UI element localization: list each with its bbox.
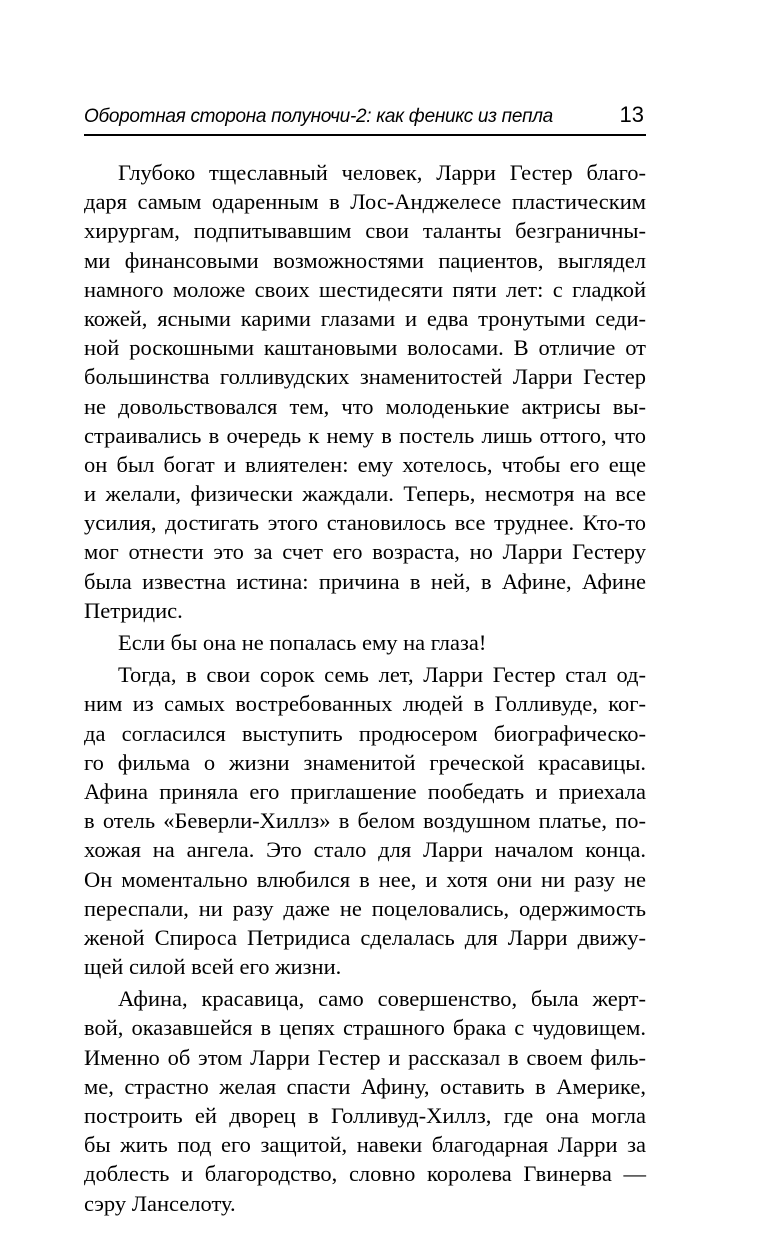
- text-line: щей силой всей его жизни.: [84, 954, 342, 980]
- page-number: 13: [619, 102, 644, 127]
- text-line: Если бы она не попалась ему на глаза!: [118, 630, 487, 655]
- text-line: мог отнести это за счет его возраста, но Ларри Гестеру: [84, 539, 646, 565]
- text-line: Афина, красавица, само совершенство, была жерт-: [118, 986, 646, 1012]
- paragraph: [84, 660, 646, 981]
- text-line: да согласился выступить продюсером биографическо-: [84, 720, 646, 746]
- text-line: в отель «Беверли-Хиллз» в белом воздушном платье, по-: [84, 808, 646, 834]
- text-line: ним из самых востребованных людей в Голливуде, ког-: [84, 691, 646, 717]
- text-line: ми финансовыми возможностями пациентов, выглядел: [84, 247, 646, 273]
- text-line: го фильма о жизни знаменитой греческой красавицы.: [84, 749, 646, 775]
- text-line: большинства голливудских знаменитостей Ларри Гестер: [84, 364, 646, 390]
- text-line: ме, страстно желая спасти Афину, оставить в Америке,: [84, 1073, 646, 1099]
- text-line: кожей, ясными карими глазами и едва тронутыми седи-: [84, 305, 646, 331]
- running-head: [84, 96, 646, 136]
- paragraph: [84, 984, 646, 1218]
- text-line: ной роскошными каштановыми волосами. В отличие от: [84, 335, 646, 361]
- text-line: сэру Ланселоту.: [84, 1190, 236, 1216]
- text-line: страивались в очередь к нему в постель лишь оттого, что: [84, 422, 646, 448]
- text-line: не довольствовался тем, что молоденькие актрисы вы-: [84, 393, 646, 419]
- running-head-title: Оборотная сторона полуночи-2: как феникс из пепла: [84, 106, 553, 127]
- text-line: и желали, физически жаждали. Теперь, несмотря на все: [84, 481, 646, 507]
- text-line: Именно об этом Ларри Гестер и рассказал в своем филь-: [84, 1044, 646, 1070]
- text-line: Глубоко тщеславный человек, Ларри Гестер благо-: [118, 160, 646, 185]
- text-line: Афина приняла его приглашение пообедать и приехала: [84, 778, 646, 804]
- text-line: доблесть и благородство, словно королева Гвинерва —: [84, 1161, 646, 1187]
- paragraph: [84, 628, 646, 657]
- text-line: Тогда, в свои сорок семь лет, Ларри Гестер стал од-: [118, 662, 646, 688]
- text-line: хирургам, подпитывавшим свои таланты безграничны-: [84, 218, 646, 244]
- text-line: даря самым одаренным в Лос-Анджелесе пластическим: [84, 189, 646, 215]
- text-line: Петридис.: [84, 597, 183, 623]
- body-text: [84, 158, 646, 1218]
- text-line: хожая на ангела. Это стало для Ларри началом конца.: [84, 837, 646, 863]
- text-line: построить ей дворец в Голливуд-Хиллз, где она могла: [84, 1103, 646, 1128]
- text-line: переспали, ни разу даже не поцеловались, одержимость: [84, 895, 646, 921]
- text-line: намного моложе своих шестидесяти пяти лет: с гладкой: [84, 276, 646, 302]
- text-line: усилия, достигать этого становилось все труднее. Кто-то: [84, 510, 646, 536]
- text-line: была известна истина: причина в ней, в Афине, Афине: [84, 568, 646, 594]
- text-line: он был богат и влиятелен: ему хотелось, чтобы его еще: [84, 451, 646, 477]
- paragraph: [84, 158, 646, 625]
- text-line: женой Спироса Петридиса сделалась для Ларри движу-: [84, 924, 646, 950]
- text-line: Он моментально влюбился в нее, и хотя они ни разу не: [84, 866, 646, 892]
- text-line: бы жить под его защитой, навеки благодарная Ларри за: [84, 1132, 646, 1158]
- text-line: вой, оказавшейся в цепях страшного брака с чудовищем.: [84, 1015, 646, 1041]
